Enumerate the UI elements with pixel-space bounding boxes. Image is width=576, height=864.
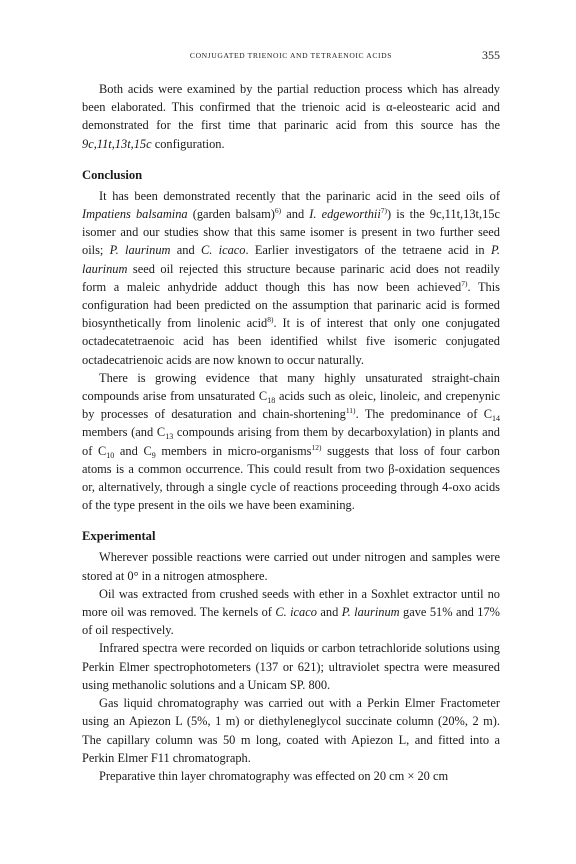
conclusion-paragraph-2: There is growing evidence that many highly unsaturated straight-chain compounds arise from unsaturated $C_{18}$ acids such as oleic, linoleic, and crepenynic by processes of desaturation and chain-shortening$^{11)}$. The predominance of $C_{14}$ members (and $C_{13}$ compounds arising from them by decarboxylation) in plants and of $C_{10}$ and $C_9$ members in micro-organisms$^{12)}$ suggests that loss of four carbon atoms is a common occurrence. This could result from two β-oxidation sequences or, alternatively, through a single cycle of reactions proceeding through 4-oxo acids of the type present in the oils we have been examining. — [82, 370, 500, 513]
experimental-paragraph-1: Wherever possible reactions were carried out under nitrogen and samples were stored at 0° in a nitrogen atmosphere. — [82, 550, 500, 583]
reference-mark: 8) — [267, 315, 274, 325]
subscript: 13 — [165, 432, 174, 442]
conclusion-heading: Conclusion — [82, 167, 143, 182]
reference-mark: 7) — [380, 206, 388, 216]
subscript: 14 — [492, 414, 500, 424]
experimental-heading: Experimental — [82, 529, 156, 544]
reference-mark: 11) — [345, 406, 356, 416]
subscript: 9 — [151, 450, 156, 460]
species-name: C. icaco — [275, 605, 317, 620]
reference-mark: 6) — [274, 206, 282, 216]
reference-mark: 12) — [311, 442, 322, 452]
experimental-paragraph-5: Preparative thin layer chromatography was effected on 20 cm × 20 cm — [99, 768, 449, 783]
species-name: Impatiens balsamina — [82, 207, 188, 222]
species-name: C. icaco — [200, 243, 246, 258]
isomer-config: 9c,11t,13t,15c — [429, 207, 500, 222]
subscript: 10 — [106, 450, 115, 460]
species-name: P. laurinum — [82, 243, 501, 276]
species-name: P. laurinum — [341, 605, 400, 620]
subscript: 18 — [267, 396, 276, 406]
species-name: P. laurinum — [109, 243, 171, 258]
configuration-text: 9c,11t,13t,15c — [82, 136, 152, 151]
running-title: CONJUGATED TRIENOIC AND TETRAENOIC ACIDS — [189, 51, 393, 60]
species-name: I. edgeworthii — [309, 207, 381, 222]
reference-mark: 7) — [461, 278, 468, 288]
experimental-paragraph-4: Gas liquid chromatography was carried out with a Perkin Elmer Fractometer using an Apiezon L (5%, 1 m) or diethyleneglycol succinate column (20%, 2 m). The capillary column was 50 m long, coated with Apiezon L, and fitted into a Perkin Elmer F11 chromatograph. — [82, 696, 500, 765]
page-number: 355 — [482, 48, 500, 62]
experimental-paragraph-2: Oil was extracted from crushed seeds with ether in a Soxhlet extractor until no more oil was removed. The kernels of C. icaco and P. laurinum gave 51% and 17% of oil respectively. — [82, 586, 500, 638]
conclusion-paragraph-1: It has been demonstrated recently that the parinaric acid in the seed oils of Impatiens balsamina (garden balsam)$^{6)}$ and I. edgeworthii$^{7)}$) is the 9c,11t,13t,15c isomer and our studies show that this same isomer is present in two further seed oils; P. laurinum and C. icaco. Earlier investigators of the tetraene acid in P. laurinum seed oil rejected this structure because parinaric acid does not readily form a maleic anhydride adduct though this has now been achieved$^{7)}$. This configuration had been predicted on the assumption that parinaric acid is formed biosynthetically from linolenic acid$^{8)}$. It is of interest that only one conjugated octadecatetraenoic acid has been identified whilst five isomeric conjugated octadecatrienoic acids are now known to occur naturally. — [82, 188, 501, 367]
document-page — [82, 48, 500, 785]
running-head — [82, 48, 500, 64]
intro-paragraph: Both acids were examined by the partial reduction process which has already been elaborated. This confirmed that the trienoic acid is α-eleostearic acid and demonstrated for the first time that parinaric acid from this source has the 9c,11t,13t,15c configuration. — [82, 82, 500, 151]
experimental-paragraph-3: Infrared spectra were recorded on liquids or carbon tetrachloride solutions using Perkin Elmer spectrophotometers (137 or 621); ultraviolet spectra were measured using methanolic solutions and a Unicam SP. 800. — [82, 641, 500, 692]
